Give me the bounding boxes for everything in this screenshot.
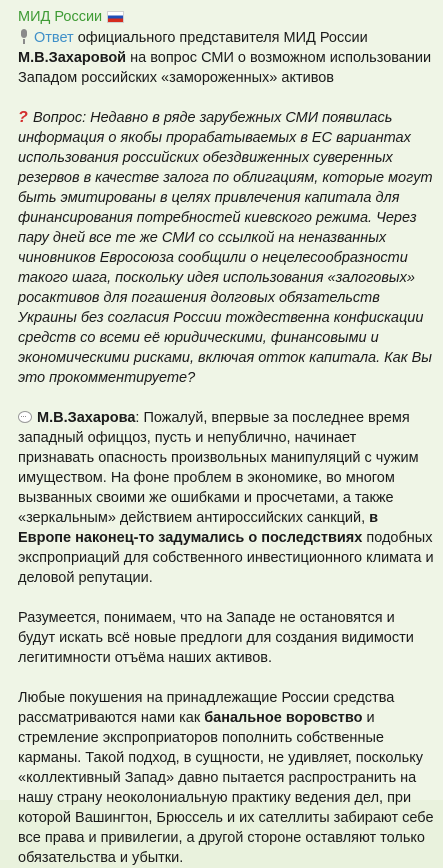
answer-3-text-end: и стремление экспроприаторов пополнить собственные карманы. Такой подход, в сущности, не удивляет, поскольку «коллективный Запад» давно пытается распространить на нашу страну неоколониальную практику ведения дел, при которой Вашингтон, Брюссель и их сателлиты забирают себе все права и привилегии, а другой стороне оставляют только обязательства и убытки.	[18, 710, 434, 866]
question-paragraph	[18, 108, 435, 388]
answer-speaker: М.В.Захарова	[37, 410, 136, 426]
question-mark-icon: ?	[18, 109, 28, 126]
answer-link[interactable]: Ответ	[34, 30, 74, 46]
lead-bold-name: М.В.Захаровой	[18, 50, 127, 66]
lead-paragraph	[18, 28, 435, 88]
question-text: Вопрос: Недавно в ряде зарубежных СМИ появилась информация о якобы прорабатываемых в ЕС вариантах использования российских обездвиженных суверенных резервов в качестве залога по облигациям, которые могут быть эмитированы в целях привлечения капитала для финансирования потребностей киевского режима. Через пару дней все те же СМИ со ссылкой на неназванных чиновников Евросоюза сообщили о нецелесообразности такого шага, поскольку идея использования «залоговых» росактивов для погашения долговых обязательств Украины без согласия России тождественна конфискации средств со всеми её юридическими, финансовыми и экономическими рисками, включая отток капитала. Как Вы это прокомментируете?	[18, 110, 433, 386]
answer-1-bold: в Европе наконец-то задумались о последствиях	[18, 510, 379, 546]
lead-text: официального представителя МИД России	[73, 30, 368, 46]
answer-paragraph-1	[18, 408, 435, 588]
channel-name[interactable]: МИД России	[18, 9, 103, 25]
answer-3-bold: банальное воровство	[204, 710, 363, 726]
lead-text-end: на вопрос СМИ о возможном использовании Западом российских «замороженных» активов	[18, 50, 432, 86]
answer-paragraph-3	[18, 688, 435, 868]
speech-bubble-icon	[18, 411, 32, 423]
channel-header	[18, 6, 435, 28]
russia-flag-icon	[107, 11, 124, 23]
answer-3-text: Любые покушения на принадлежащие России средства рассматриваются нами как	[18, 690, 395, 726]
answer-1-text-end: подобных экспроприаций для собственного инвестиционного климата и деловой репутации.	[18, 530, 434, 586]
microphone-icon	[18, 29, 31, 44]
answer-paragraph-2: Разумеется, понимаем, что на Западе не остановятся и будут искать всё новые предлоги для создания видимости легитимности отъёма наших активов.	[18, 610, 414, 666]
answer-1-text: : Пожалуй, впервые за последнее время западный офиццоз, пусть и непублично, начинает признавать опасность произвольных манипуляций с чужим имуществом. На фоне проблем в экономике, во многом вызванных своими же ошибками и просчетами, а также «зеркальным» действием антироссийских санкций,	[18, 410, 419, 526]
